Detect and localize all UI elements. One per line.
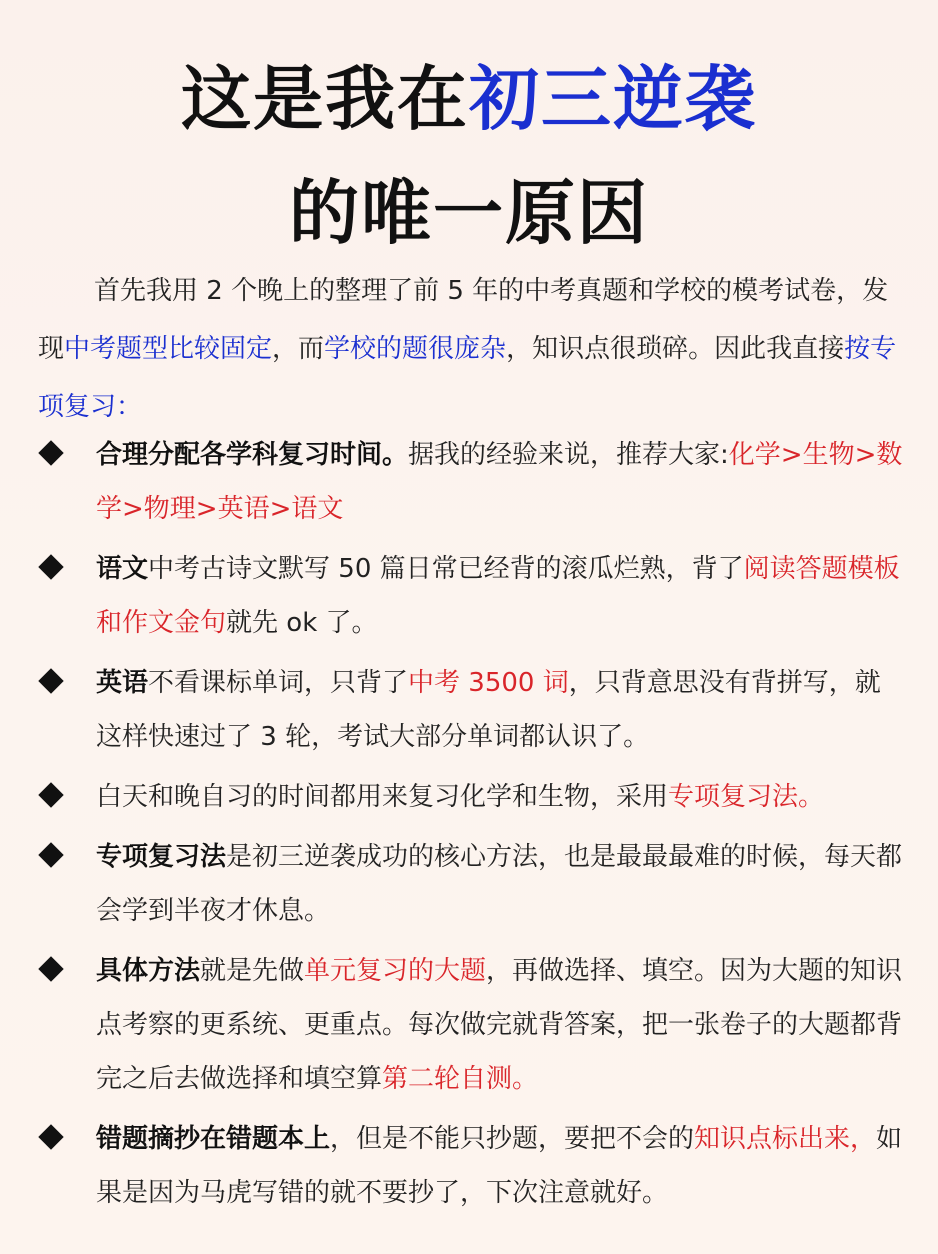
item-tail: 就先 ok 了。 [226, 608, 378, 638]
diamond-bullet-icon [38, 554, 63, 579]
item-text: 是初三逆袭成功的核心方法，也是最最最难的时候，每天都会学到半夜才休息。 [96, 842, 903, 926]
item-tail: 如果是因为马虎写错的就不要抄了，下次注意就好。 [96, 1124, 903, 1208]
intro-highlight-3: 按专项复习： [38, 334, 897, 422]
intro-text-3: ，知识点很琐碎。因此我直接 [506, 334, 845, 364]
diamond-bullet-icon [38, 440, 63, 465]
item-red-2: 第二轮自测。 [382, 1064, 539, 1094]
item-tail: ，只背意思没有背拼写，就这样快速过了 3 轮，考试大部分单词都认识了。 [96, 668, 881, 752]
list-item [38, 830, 904, 938]
page-title-line-2: 的唯一原因 [289, 172, 649, 254]
list-item [38, 656, 904, 764]
item-text: 据我的经验来说，推荐大家: [408, 440, 729, 470]
item-red: 单元复习的大题 [304, 956, 487, 986]
item-red: 知识点标出来， [694, 1124, 877, 1154]
intro-highlight-1: 中考题型比较固定 [64, 334, 273, 364]
item-text: 中考古诗文默写 50 篇日常已经背的滚瓜烂熟，背了 [148, 554, 744, 584]
list-item [38, 944, 904, 1106]
item-bold: 英语 [96, 668, 149, 698]
intro-text-1: 首先我用 2 个晚上的整理了前 5 年的中考真题和学校的模考试卷，发现 [38, 276, 889, 364]
item-bold: 合理分配各学科复习时间。 [96, 440, 409, 470]
diamond-bullet-icon [38, 668, 63, 693]
item-text: ，但是不能只抄题，要把不会的 [330, 1124, 695, 1154]
item-red: 阅读答题模板和作文金句 [96, 554, 900, 638]
list-item [38, 428, 904, 536]
list-item [38, 1112, 904, 1220]
list-item [38, 542, 904, 650]
item-red: 中考 3500 词 [408, 668, 569, 698]
tips-list [38, 428, 904, 1226]
item-bold: 语文 [96, 554, 149, 584]
diamond-bullet-icon [38, 842, 63, 867]
intro-paragraph [38, 262, 904, 436]
item-text: 不看课标单词，只背了 [148, 668, 409, 698]
title-highlight: 初三逆袭 [469, 58, 757, 140]
title-prefix: 这是我在 [181, 58, 469, 140]
item-bold: 专项复习法 [96, 842, 227, 872]
item-bold: 错题摘抄在错题本上 [96, 1124, 331, 1154]
page-title-line-1 [0, 42, 938, 156]
intro-text-2: ，而 [272, 334, 325, 364]
item-red: 专项复习法。 [668, 782, 825, 812]
item-tail: ，再做选择、填空。因为大题的知识点考察的更系统、更重点。每次做完就背答案，把一张卷子的大题都背完之后去做选择和填空算 [96, 956, 903, 1094]
diamond-bullet-icon [38, 782, 63, 807]
diamond-bullet-icon [38, 1124, 63, 1149]
item-text: 白天和晚自习的时间都用来复习化学和生物，采用 [96, 782, 669, 812]
item-bold: 具体方法 [96, 956, 201, 986]
item-red: 化学>生物>数学>物理>英语>语文 [96, 440, 903, 524]
intro-highlight-2: 学校的题很庞杂 [324, 334, 507, 364]
list-item [38, 770, 904, 824]
diamond-bullet-icon [38, 956, 63, 981]
item-text: 就是先做 [200, 956, 305, 986]
